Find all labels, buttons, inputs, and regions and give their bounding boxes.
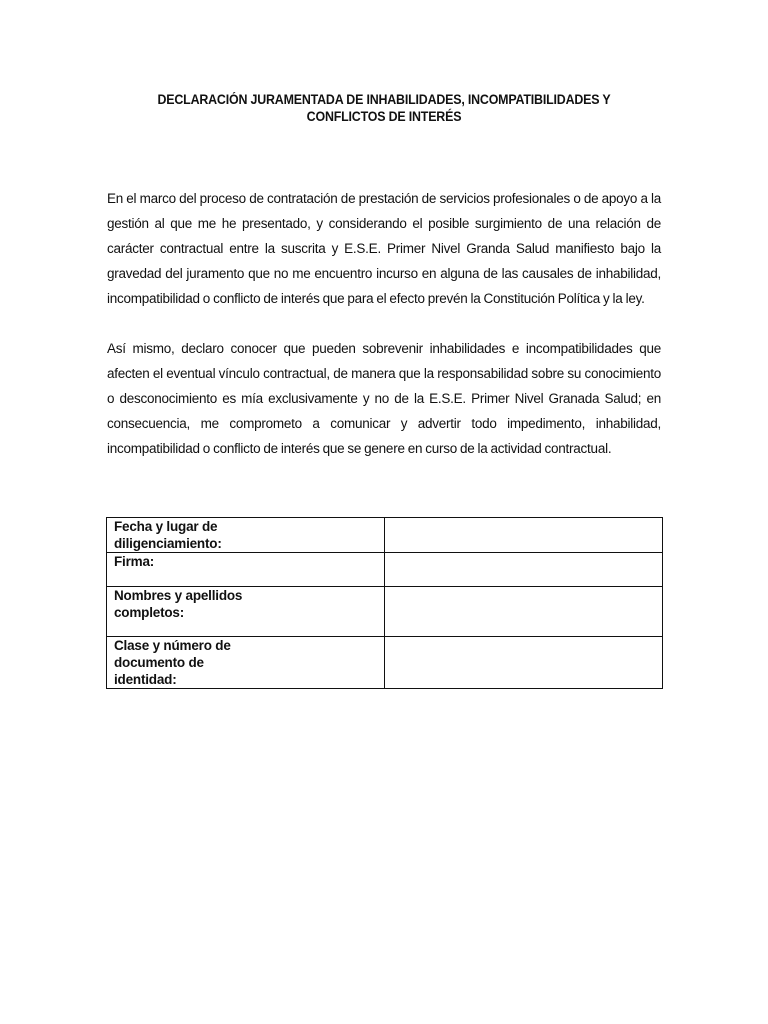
field-label-cell	[107, 518, 385, 553]
field-label-date-place: Fecha y lugar de diligenciamiento:	[114, 519, 222, 551]
title-line-1: DECLARACIÓN JURAMENTADA DE INHABILIDADES, INCOMPATIBILIDADES Y	[157, 92, 611, 107]
field-label-full-name: Nombres y apellidos completos:	[114, 588, 243, 620]
declaration-paragraph-1: En el marco del proceso de contratación de prestación de servicios profesionales o de apoyo a la gestión al que me he presentado, y considerando el posible surgimiento de una relación de carácter contractual entre la suscrita y E.S.E. Primer Nivel Granda Salud manifiesto bajo la gravedad del juramento que no me encuentro incurso en alguna de las causales de inhabilidad, incompatibilidad o conflicto de interés que para el efecto prevén la Constitución Política y la ley.	[107, 191, 661, 306]
field-label-cell	[107, 587, 385, 637]
declaration-paragraph-2: Así mismo, declaro conocer que pueden sobrevenir inhabilidades e incompatibilidades que afecten el eventual vínculo contractual, de manera que la responsabilidad sobre su conocimiento o desconocimiento es mía exclusivamente y no de la E.S.E. Primer Nivel Granada Salud; en consecuencia, me comprometo a comunicar y advertir todo impedimento, inhabilidad, incompatibilidad o conflicto de interés que se genere en curso de la actividad contractual.	[107, 341, 661, 456]
field-value-signature[interactable]	[385, 553, 663, 587]
field-value-date-place[interactable]	[385, 518, 663, 553]
table-row	[107, 518, 663, 553]
field-value-id-document[interactable]	[385, 637, 663, 689]
table-row	[107, 637, 663, 689]
field-value-full-name[interactable]	[385, 587, 663, 637]
field-label-cell	[107, 637, 385, 689]
signature-form-table	[106, 517, 663, 689]
field-label-signature: Firma:	[114, 554, 155, 569]
title-line-2: CONFLICTOS DE INTERÉS	[306, 109, 462, 124]
document-title	[129, 91, 639, 125]
table-row	[107, 587, 663, 637]
table-row	[107, 553, 663, 587]
field-label-id-document: Clase y número de documento de identidad:	[114, 638, 231, 687]
field-label-cell	[107, 553, 385, 587]
